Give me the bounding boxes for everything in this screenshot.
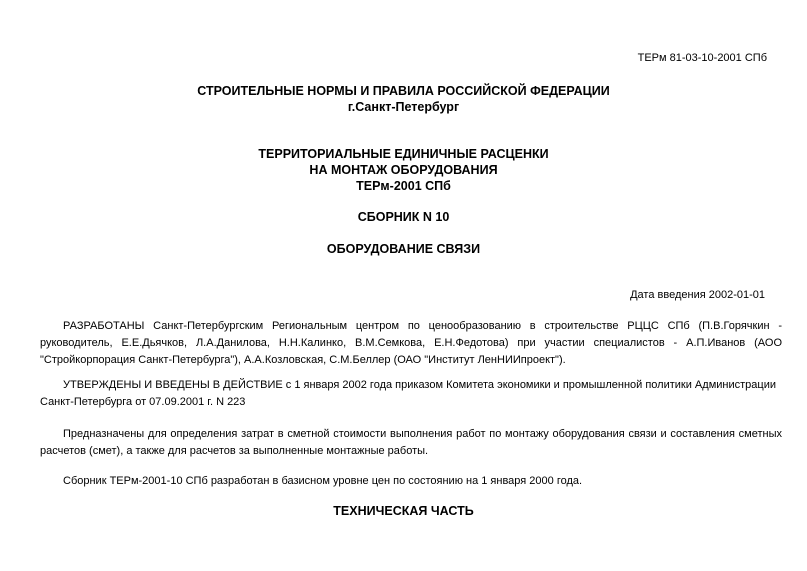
standards-title-line: СТРОИТЕЛЬНЫЕ НОРМЫ И ПРАВИЛА РОССИЙСКОЙ ФЕДЕРАЦИИ [197,84,610,98]
paragraph-approved [40,377,782,411]
paragraph-line: расчетов (смет), а также для расчетов за выполненные монтажные работы. [40,445,429,457]
document-title-line: НА МОНТАЖ ОБОРУДОВАНИЯ [309,163,498,177]
collection-number: СБОРНИК N 10 [357,210,450,224]
paragraph-line: "Стройкорпорация Санкт-Петербурга"), А.А.Козловская, С.М.Беллер (ОАО "Институт ЛенНИИпроект"). [40,354,566,366]
paragraph-line: Сборник ТЕРм-2001-10 СПб разработан в базисном уровне цен по состоянию на 1 января 2000 года. [63,475,583,487]
paragraph-purpose [40,426,782,460]
paragraph-line: Предназначены для определения затрат в сметной стоимости выполнения работ по монтажу оборудования связи и составления сметных [63,428,782,440]
paragraph-developed [40,318,782,369]
paragraph-base [40,473,782,490]
city-line: г.Санкт-Петербург [347,100,460,114]
paragraph-line: УТВЕРЖДЕНЫ И ВВЕДЕНЫ В ДЕЙСТВИЕ с 1 января 2002 года приказом Комитета экономики и промышленной политики Администрации [63,379,776,391]
document-title-line: ТЕРм-2001 СПб [356,179,451,193]
section-heading: ТЕХНИЧЕСКАЯ ЧАСТЬ [333,504,474,518]
introduction-date: Дата введения 2002-01-01 [630,289,765,301]
collection-subject: ОБОРУДОВАНИЕ СВЯЗИ [326,242,481,256]
document-code: ТЕРм 81-03-10-2001 СПб [637,52,767,64]
document-title [0,146,807,194]
document-title-line: ТЕРРИТОРИАЛЬНЫЕ ЕДИНИЧНЫЕ РАСЦЕНКИ [258,147,549,161]
paragraph-line: РАЗРАБОТАНЫ Санкт-Петербургским Региональным центром по ценообразованию в строительстве РЦЦС СПб (П.В.Горячкин - [63,320,782,332]
standards-title [0,83,807,115]
paragraph-line: Санкт-Петербурга от 07.09.2001 г. N 223 [40,396,246,408]
paragraph-line: руководитель, Е.Е.Дьячков, Л.А.Данилова, Н.Н.Калинко, В.М.Семкова, Е.Н.Федотова) при участии специалистов - А.П.Иванов (АОО [40,337,782,349]
